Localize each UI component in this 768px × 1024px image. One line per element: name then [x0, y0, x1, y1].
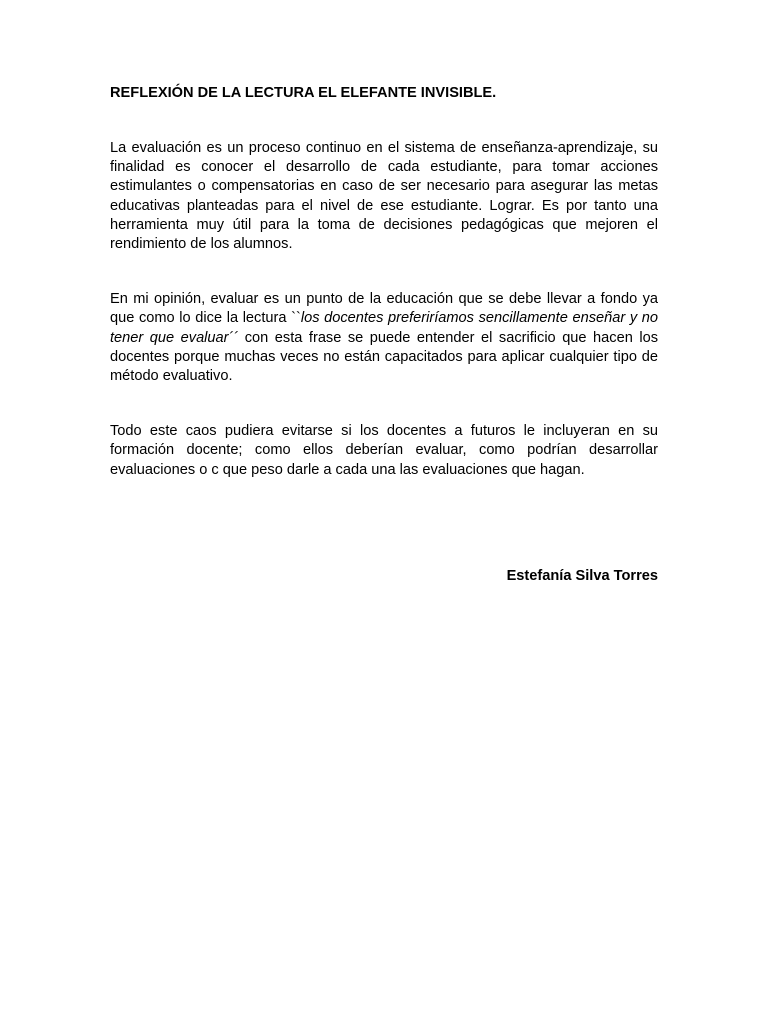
paragraph-2-intro: En mi opinión, evaluar es un punto de la educación que se debe llevar a fondo ya que como lo dice la lectura `` — [110, 291, 658, 327]
paragraph-2-rest: con esta frase se puede entender el sacrificio que hacen los docentes porque muchas veces no están capacitados para aplicar cualquier tipo de método evaluativo. — [110, 329, 658, 385]
document-body — [110, 84, 658, 600]
author-signature: Estefanía Silva Torres — [506, 567, 658, 584]
paragraph-2 — [110, 290, 658, 386]
paragraph-2-quote: los docentes preferiríamos sencillamente enseñar y no tener que evaluar´´ — [110, 310, 658, 346]
paragraph-1: La evaluación es un proceso continuo en el sistema de enseñanza-aprendizaje, su finalidad es conocer el desarrollo de cada estudiante, para tomar acciones estimulantes o compensatorias en caso de ser necesario para asegurar las metas educativas planteadas para el nivel de ese estudiante. Lograr. Es por tanto una herramienta muy útil para la toma de decisiones pedagógicas que mejoren el rendimiento de los alumnos. — [110, 140, 658, 253]
document-title: REFLEXIÓN DE LA LECTURA EL ELEFANTE INVISIBLE. — [110, 85, 497, 101]
paragraph-3: Todo este caos pudiera evitarse si los docentes a futuros le incluyeran en su formación docente; como ellos deberían evaluar, como podrían desarrollar evaluaciones o c que peso darle a cada una las evaluaciones que hagan. — [110, 423, 658, 478]
